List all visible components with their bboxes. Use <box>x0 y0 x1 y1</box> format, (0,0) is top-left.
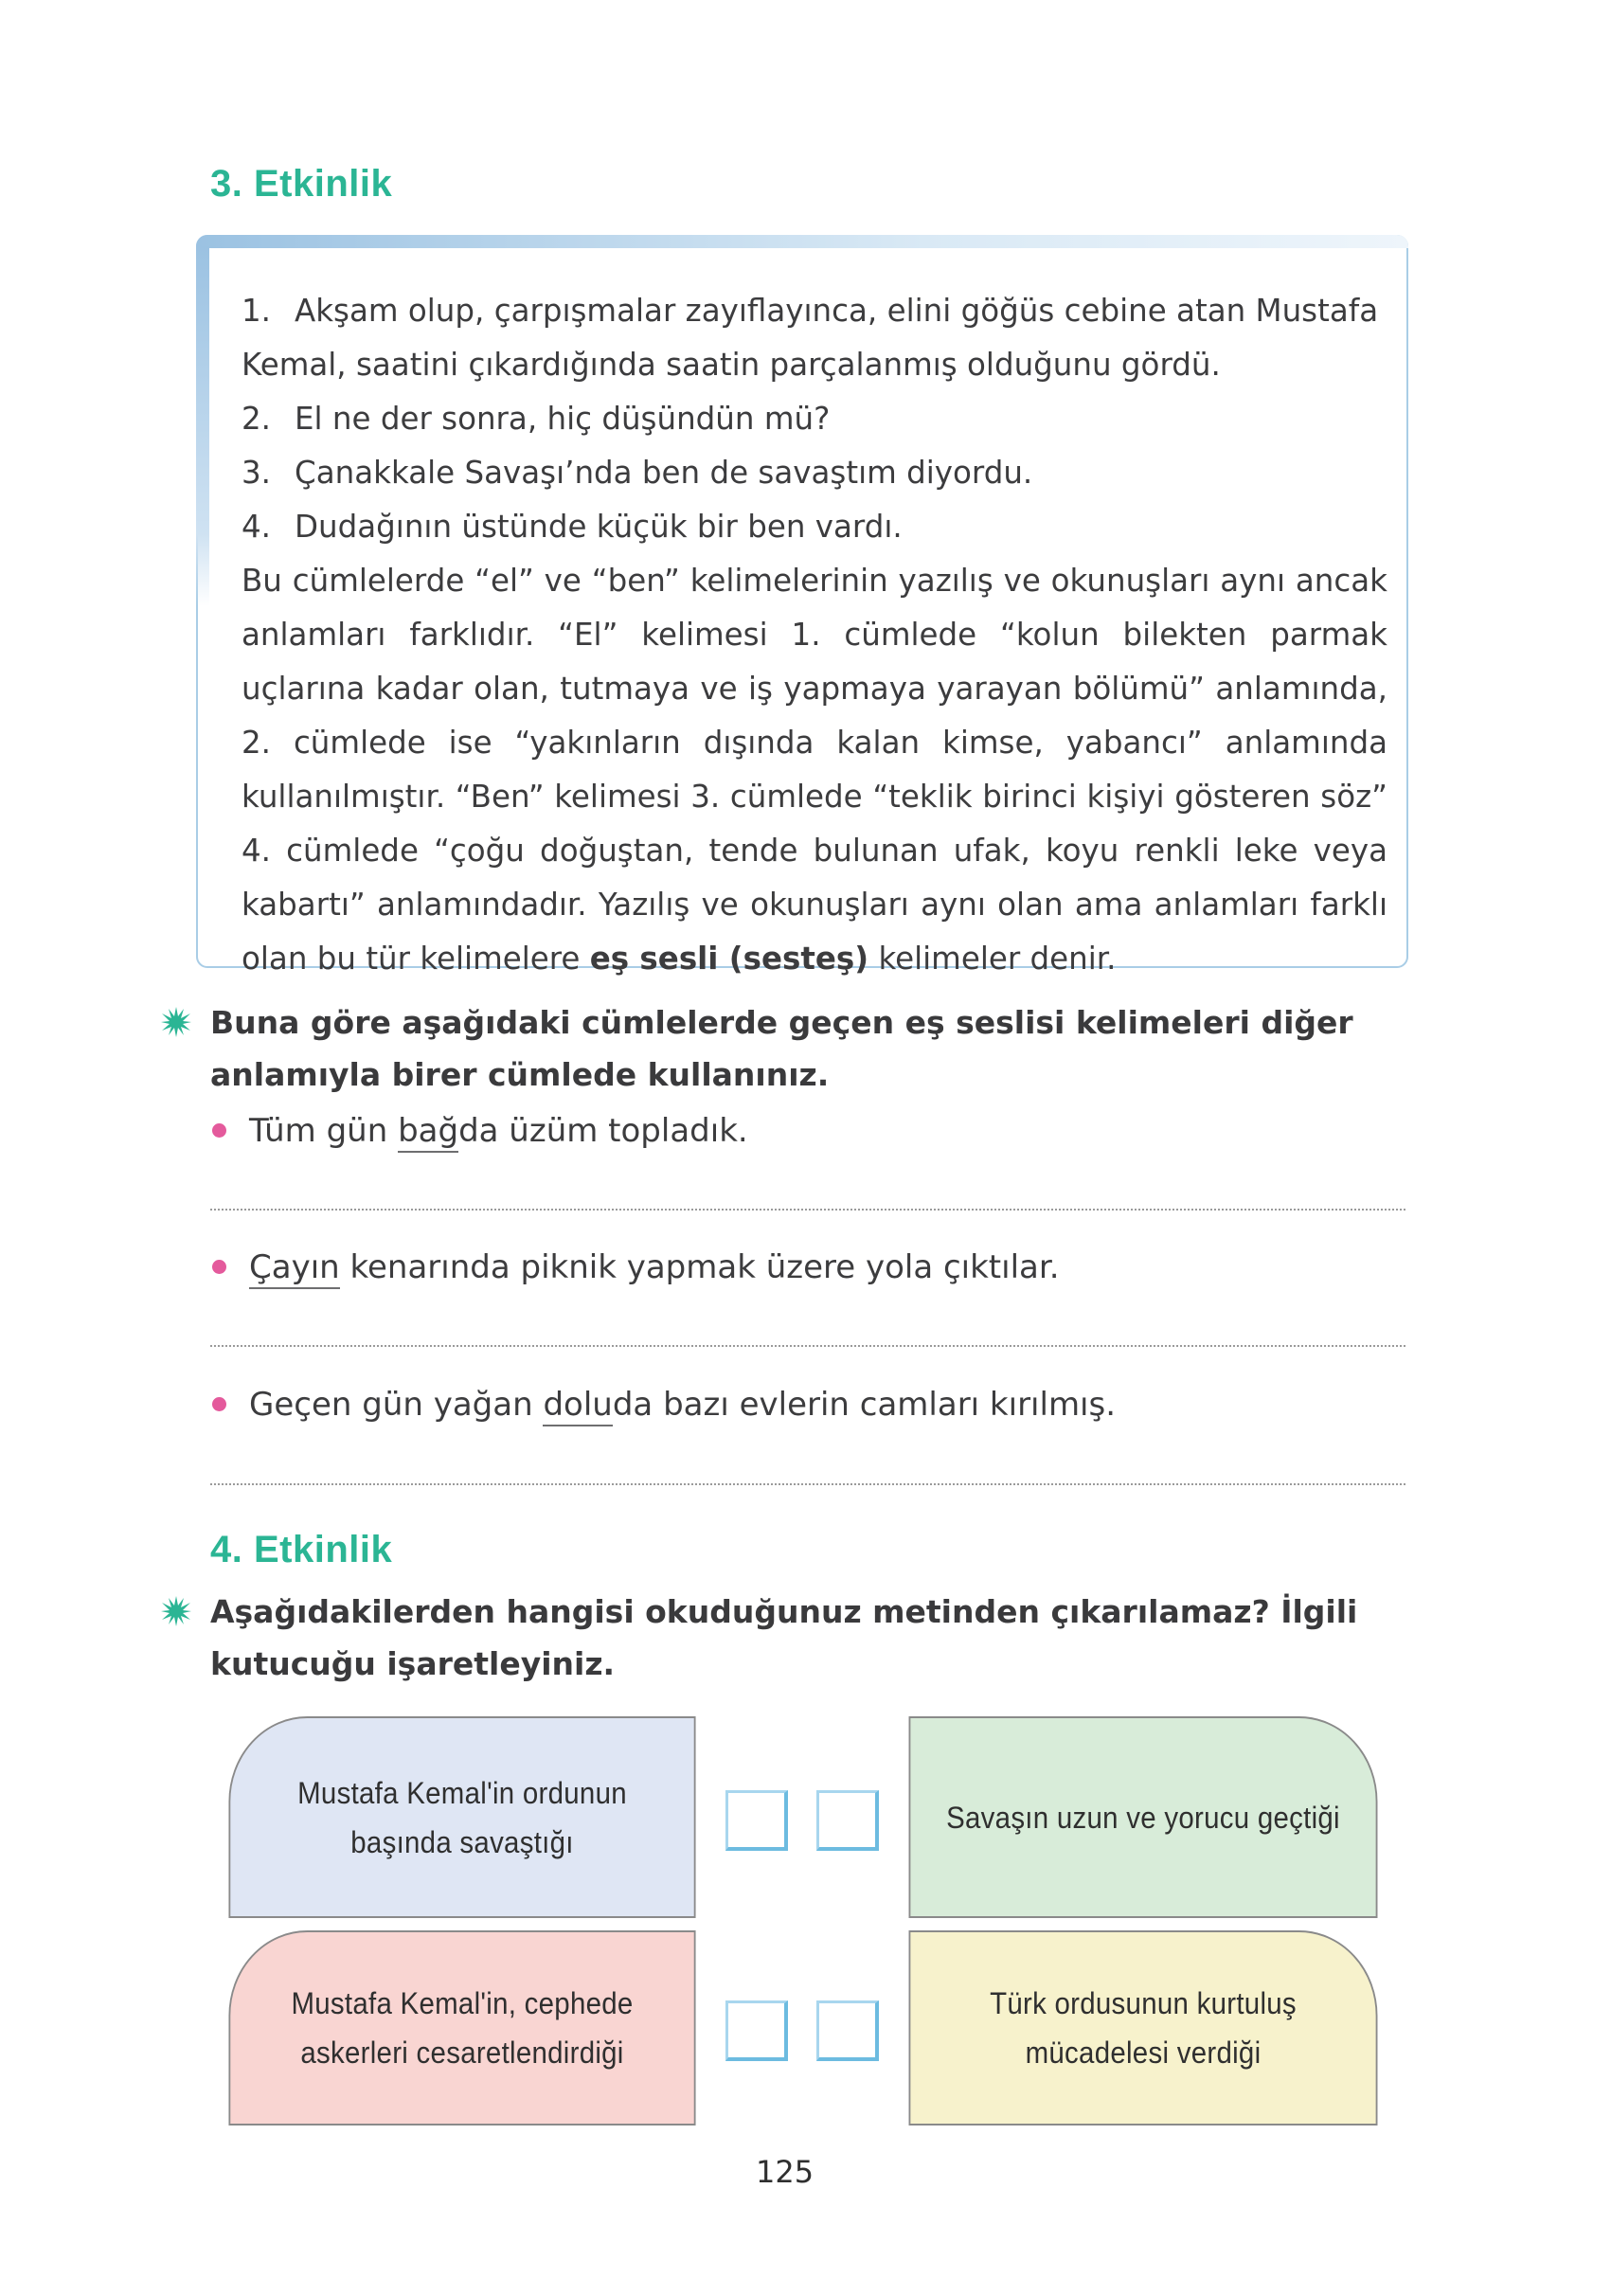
sentence-text: Akşam olup, çarpışmalar zayıflayınca, elini göğüs cebine atan Mustafa Kemal, saatini çıkardığında saatin parçalanmış olduğunu gördü. <box>242 293 1379 383</box>
sentence-text: Çanakkale Savaşı’nda ben de savaştım diyordu. <box>295 455 1033 491</box>
option-checkbox-3[interactable] <box>725 2000 788 2061</box>
sentence-text: El ne der sonra, hiç düşündün mü? <box>295 401 831 437</box>
sentence-text: kenarında piknik yapmak üzere yola çıktılar. <box>339 1248 1060 1286</box>
bullet-dot-icon <box>212 1123 226 1138</box>
sentence-number: 1. <box>242 293 272 329</box>
option-card-3 <box>228 1930 695 2126</box>
bullet-dot-icon <box>212 1397 226 1411</box>
page-number: 125 <box>756 2154 814 2190</box>
example-sentence-4 <box>242 500 1387 554</box>
info-box <box>196 235 1408 977</box>
activity-3-instruction <box>161 996 1421 1101</box>
sentence-text: Dudağının üstünde küçük bir ben vardı. <box>295 509 903 545</box>
explanation-text-end: kelimeler denir. <box>868 941 1117 977</box>
sentence-number: 3. <box>242 455 272 491</box>
activity-4-instruction <box>161 1586 1421 1690</box>
example-sentence-1 <box>242 284 1387 392</box>
answer-line-2[interactable] <box>210 1345 1405 1347</box>
option-text: Savaşın uzun ve yorucu geçtiği <box>946 1800 1340 1835</box>
option-card-1 <box>228 1716 695 1918</box>
homonym-word: Çayın <box>249 1248 340 1289</box>
sentence-number: 2. <box>242 401 272 437</box>
option-card-4 <box>909 1930 1378 2126</box>
explanation-text: Bu cümlelerde “el” ve “ben” kelimelerinin yazılış ve okunuşları aynı ancak anlamları farklıdır. “El” kelimesi 1. cümlede “kolun bilekten parmak uçlarına kadar olan, tutmaya ve iş yapmaya yarayan bölümü” anlamında, 2. cümlede ise “yakınların dışında kalan kimse, yabancı” anlamında kullanılmıştır. “Ben” kelimesi 3. cümlede “teklik birinci kişiyi gösteren söz” 4. cümlede “çoğu doğuştan, tende bulunan ufak, koyu renkli leke veya kabartı” anlamındadır. Yazılış ve okunuşları aynı olan ama anlamları farklı olan bu tür kelimelere <box>242 563 1387 977</box>
instruction-text: Aşağıdakilerden hangisi okuduğunuz metinden çıkarılamaz? İlgili kutucuğu işaretleyiniz. <box>210 1593 1358 1682</box>
option-card-2 <box>909 1716 1378 1918</box>
activity-3-title: 3. Etkinlik <box>210 163 393 205</box>
sentence-text: Tüm gün <box>249 1112 399 1150</box>
option-checkbox-1[interactable] <box>725 1790 788 1851</box>
sentence-item-2 <box>212 1248 1060 1286</box>
sentence-item-1 <box>212 1112 748 1150</box>
star-burst-icon <box>161 1596 191 1626</box>
explanation-paragraph <box>242 554 1387 986</box>
sentence-number: 4. <box>242 509 272 545</box>
option-checkbox-4[interactable] <box>816 2000 879 2061</box>
sentence-item-3 <box>212 1386 1116 1424</box>
answer-line-3[interactable] <box>210 1483 1405 1485</box>
option-text: Türk ordusunun kurtuluş mücadelesi verdiği <box>990 1986 1297 2070</box>
example-sentence-3 <box>242 446 1387 500</box>
star-burst-icon <box>161 1007 191 1037</box>
homonym-word: bağ <box>398 1112 458 1153</box>
example-sentence-2 <box>242 392 1387 446</box>
option-text: Mustafa Kemal'in ordunun başında savaştığı <box>297 1775 627 1859</box>
sentence-text: Geçen gün yağan <box>249 1386 544 1424</box>
sentence-text: da bazı evlerin camları kırılmış. <box>612 1386 1117 1424</box>
key-term: eş sesli (sesteş) <box>589 941 869 977</box>
bullet-dot-icon <box>212 1260 226 1274</box>
info-box-content <box>242 284 1387 986</box>
option-text: Mustafa Kemal'in, cephede askerleri cesaretlendirdiği <box>291 1986 634 2070</box>
option-checkbox-2[interactable] <box>816 1790 879 1851</box>
instruction-text: Buna göre aşağıdaki cümlelerde geçen eş seslisi kelimeleri diğer anlamıyla birer cümlede kullanınız. <box>210 1004 1353 1093</box>
activity-4-title: 4. Etkinlik <box>210 1529 393 1570</box>
answer-line-1[interactable] <box>210 1209 1405 1211</box>
homonym-word: dolu <box>543 1386 612 1426</box>
sentence-text: da üzüm topladık. <box>458 1112 748 1150</box>
